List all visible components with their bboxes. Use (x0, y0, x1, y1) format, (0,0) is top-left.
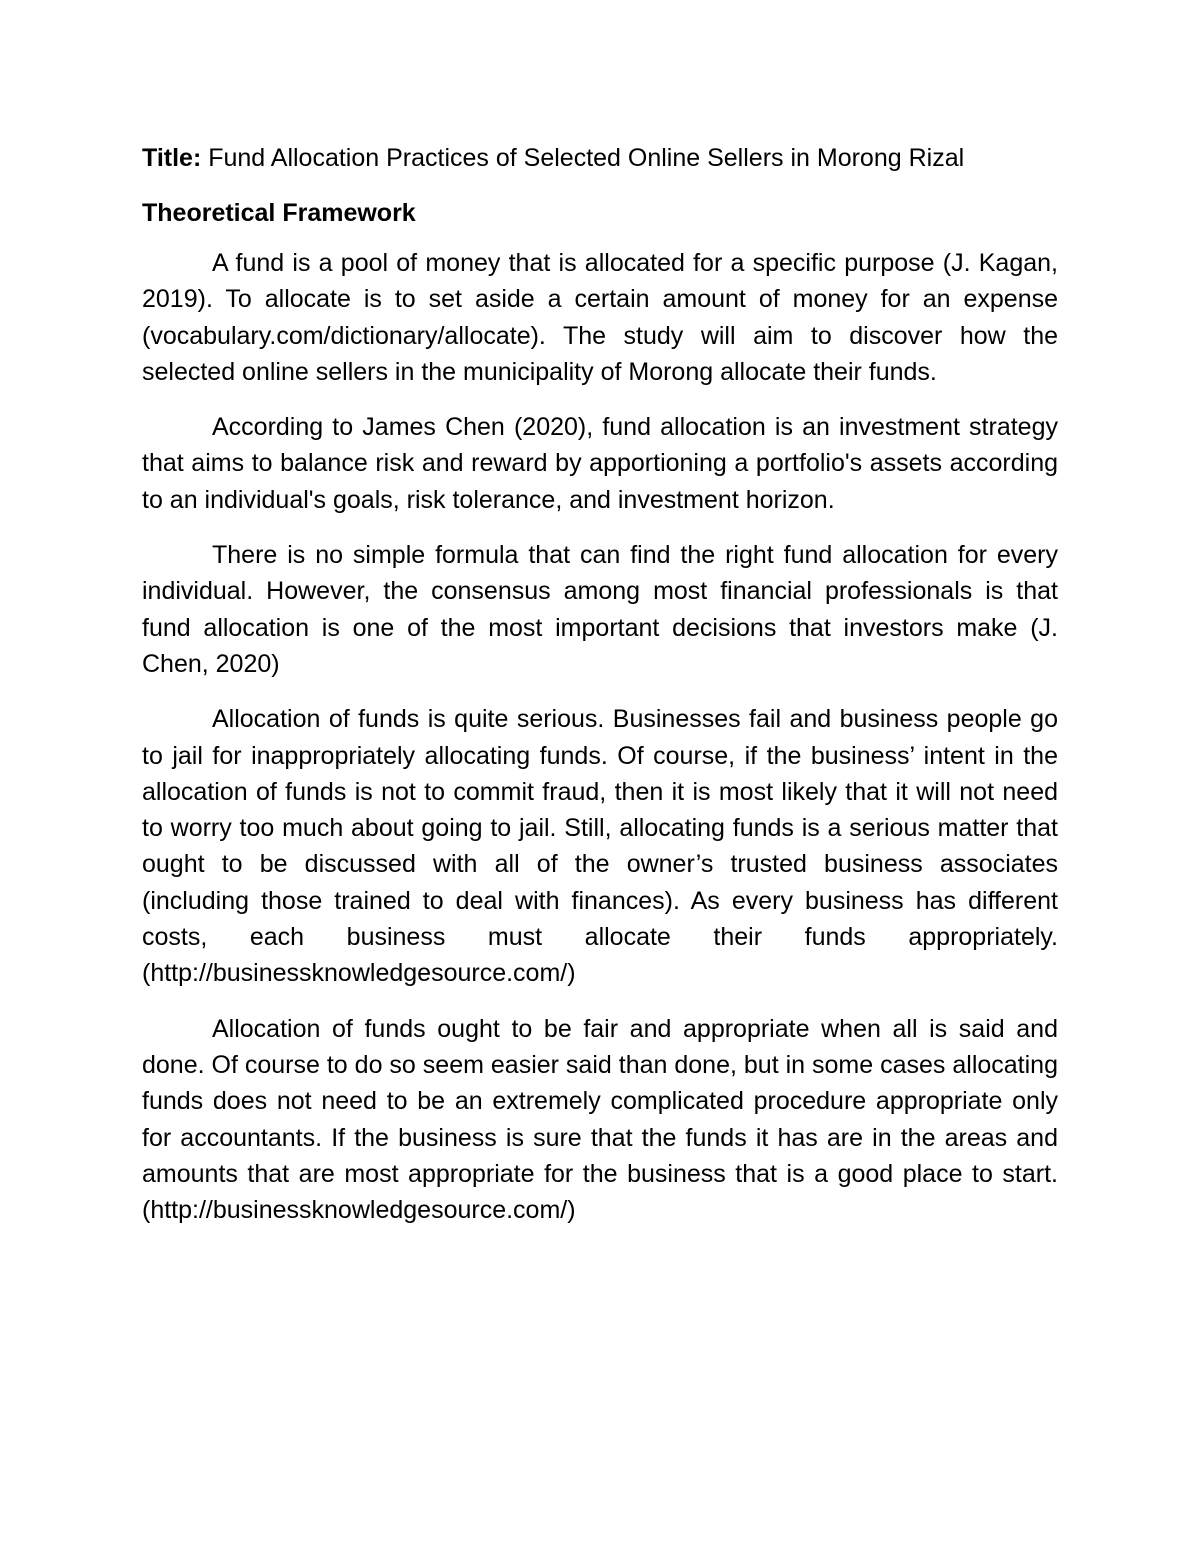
section-heading: Theoretical Framework (142, 199, 416, 227)
document-page (142, 138, 1058, 1247)
paragraph-fund-definition: A fund is a pool of money that is allocated for a specific purpose (J. Kagan, 2019). To allocate is to set aside a certain amount of money for an expense (vocabulary.com/dictionary/allocate). The study will aim to discover how the selected online sellers in the municipality of Morong allocate their funds. (142, 249, 1058, 386)
document-title (142, 138, 1058, 178)
paragraph-no-simple-formula: There is no simple formula that can find the right fund allocation for every individual. However, the consensus among most financial professionals is that fund allocation is one of the most important decisions that investors make (J. Chen, 2020) (142, 541, 1058, 678)
paragraph-fair-allocation: Allocation of funds ought to be fair and appropriate when all is said and done. Of course to do so seem easier said than done, but in some cases allocating funds does not need to be an extremely complicated procedure appropriate only for accountants. If the business is sure that the funds it has are in the areas and amounts that are most appropriate for the business that is a good place to start. (http://businessknowledgesource.com/) (142, 1014, 1058, 1225)
title-label: Title: (142, 144, 202, 172)
title-text: Fund Allocation Practices of Selected Online Sellers in Morong Rizal (208, 144, 965, 172)
paragraph-chen-definition: According to James Chen (2020), fund allocation is an investment strategy that aims to balance risk and reward by apportioning a portfolio's assets according to an individual's goals, risk tolerance, and investment horizon. (142, 413, 1058, 514)
paragraph-allocation-serious: Allocation of funds is quite serious. Businesses fail and business people go to jail for inappropriately allocating funds. Of course, if the business’ intent in the allocation of funds is not to commit fraud, then it is most likely that it will not need to worry too much about going to jail. Still, allocating funds is a serious matter that ought to be discussed with all of the owner’s trusted business associates (including those trained to deal with finances). As every business has different costs, each business must allocate their funds appropriately. (http://businessknowledgesource.com/) (142, 705, 1058, 988)
